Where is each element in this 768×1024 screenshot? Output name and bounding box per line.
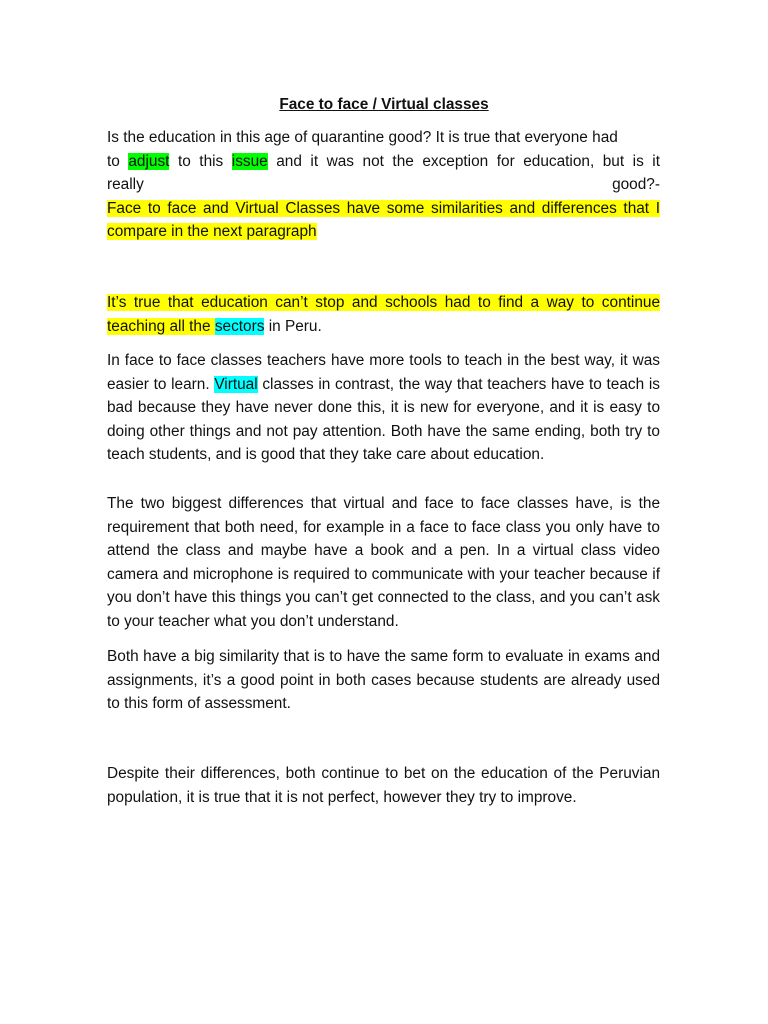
highlight-sectors: sectors bbox=[214, 317, 265, 335]
paragraph-intro bbox=[107, 126, 660, 244]
paragraph-face-to-face: In face to face classes teachers have more tools to teach in the best way, it was easier to learn. Virtual classes in contrast, the way that teachers have to teach is bad because they have never done this, it is new for everyone, and it is easy to doing other things and not pay attention. Both have the same ending, both try to teach students, and is good that they take care about education. bbox=[107, 352, 660, 464]
document-title: Face to face / Virtual classes bbox=[279, 96, 489, 113]
intro-line-3: really good?- bbox=[107, 176, 660, 194]
paragraph-differences: The two biggest differences that virtual and face to face classes have, is the requirement that both need, for example in a face to face class you only have to attend the class and maybe have a book and a pen. In a virtual class video camera and microphone is required to communicate with your teacher because if you don’t have this things you can’t get connected to the class, and you can’t ask to your teacher what you don’t understand. bbox=[107, 495, 660, 630]
intro-line-2: to adjust to this issue and it was not the exception for education, but is it bbox=[107, 152, 660, 170]
intro-line-1: Is the education in this age of quarantine good? It is true that everyone had bbox=[107, 129, 618, 146]
highlight-issue: issue bbox=[231, 152, 268, 170]
paragraph-education-continue: It’s true that education can’t stop and schools had to find a way to continue teaching all the sectors in Peru. bbox=[107, 294, 660, 335]
paragraph-similarities-intro: Face to face and Virtual Classes have some similarities and differences that I compare in the next paragraph bbox=[107, 199, 660, 241]
highlight-adjust: adjust bbox=[128, 152, 170, 170]
highlight-virtual: Virtual bbox=[214, 375, 258, 393]
paragraph-similarity: Both have a big similarity that is to have the same form to evaluate in exams and assignments, it’s a good point in both cases because students are already used to this form of assessment. bbox=[107, 648, 660, 713]
paragraph-conclusion: Despite their differences, both continue to bet on the education of the Peruvian population, it is true that it is not perfect, however they try to improve. bbox=[107, 765, 660, 806]
